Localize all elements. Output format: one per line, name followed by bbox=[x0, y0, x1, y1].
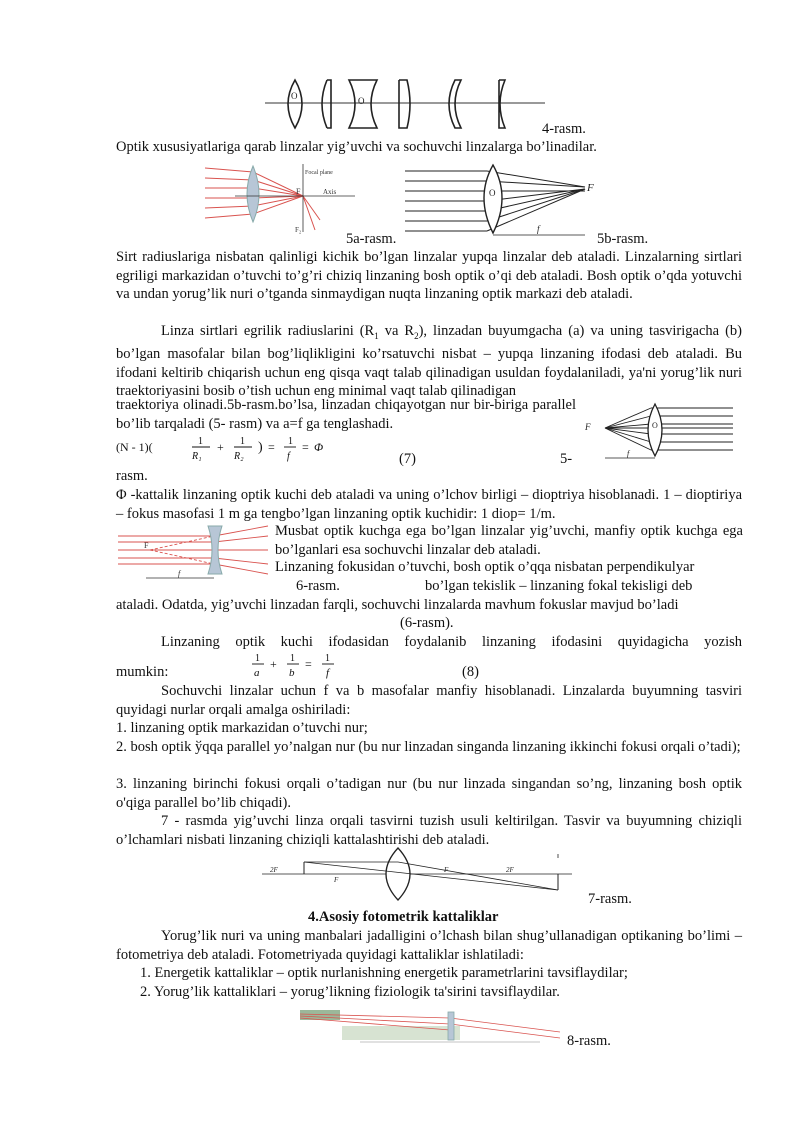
figure-4-lens-shapes bbox=[265, 76, 545, 132]
figure-5a-diagram bbox=[205, 160, 355, 236]
linza-text-c: ), linzadan buyumgacha (a) va uning tasvirigacha (b) bo’lgan masofalar bilan bog’liqlikligini ko’rsatuvchi nisbat – yupqa linzaning ifodasi deb ataladi. Bu ifodani keltirib chiqarish uchun eng qisqa vaqt talab qilinadigan usuldan foydalaniladi, ya'ni yorug’lik nuri traektoriyasini bosib o’tish uchun eng minimal vaqt talab qilinadigan bbox=[116, 323, 742, 400]
eq7-f-den: f bbox=[287, 451, 290, 462]
fig5a-axis: Axis bbox=[323, 188, 337, 196]
equation-7 bbox=[116, 432, 356, 462]
eq8-plus: + bbox=[270, 657, 277, 671]
paragraph-tekislik: bo’lgan tekislik – linzaning fokal tekisligi deb bbox=[425, 578, 693, 594]
fig7-f-left: F bbox=[334, 876, 339, 884]
paragraph-fokus: Linzaning fokusidan o’tuvchi, bosh optik o’qqa nisbatan perpendikulyar bbox=[275, 559, 695, 575]
eq7-number: (7) bbox=[399, 451, 416, 467]
eq7-eq: = bbox=[268, 440, 275, 454]
eq7-r2-den: R₂ bbox=[234, 451, 244, 462]
figure-7-caption: 7-rasm. bbox=[588, 891, 632, 907]
paragraph-kuchi: Linzaning optik kuchi ifodasidan foydalanib linzaning ifodasini quyidagicha yozish bbox=[161, 634, 742, 650]
list-item-2: 2. bosh optik ўqqa parallel yo’nalgan nur (bu nur linzadan singanda linzaning ikkinchi fokusi orqali o’tadi); bbox=[116, 739, 741, 755]
fig5c-o: O bbox=[652, 421, 658, 430]
figure-6-caption: 6-rasm. bbox=[296, 578, 340, 594]
eq7-r1-den: R₁ bbox=[192, 451, 202, 462]
figure-4-caption: 4-rasm. bbox=[542, 121, 586, 137]
paragraph-7rasm: 7 - rasmda yig’uvchi linza orqali tasvirni tuzish usuli keltirilgan. Tasvir va buyumning chiziqli o’lchamlari nisbati linzaning chiziqli kattalashtirishi deb ataladi. bbox=[116, 813, 742, 848]
eq8-b-num: 1 bbox=[290, 653, 295, 664]
figure-8-diagram bbox=[300, 1004, 562, 1044]
figure-5-small-diagram bbox=[583, 402, 743, 464]
eq7-f-num: 1 bbox=[288, 436, 293, 447]
figure-5a-caption: 5a-rasm. bbox=[346, 231, 397, 247]
paragraph-yoruglik: Yorug’lik nuri va uning manbalari jadalligini o’lchash bilan shug’ullanadigan optikaning bo’limi – fotometriya deb ataladi. Fotometriyada quyidagi kattaliklar ishlatiladi: bbox=[116, 928, 742, 963]
eq7-r2-num: 1 bbox=[240, 436, 245, 447]
eq7-close: ) bbox=[258, 440, 263, 455]
eq7-plus: + bbox=[217, 440, 224, 454]
fig4-o-label: O bbox=[291, 91, 298, 101]
paragraph-sirt: Sirt radiuslariga nisbatan qalinligi kichik bo’lgan linzalar yupqa linzalar deb ataladi. Linzalarning sirtlari egriligi markazidan o’tuvchi to’g’ri chiziq linzaning bosh optik o’qi deb ataladi. Bosh optik o’qda yotuvchi va undan yorug’lik nuri o’tganda sinmaydigan nuqta linzaning optik markazi deb ataladi. bbox=[116, 249, 742, 302]
linza-sub-2: 2 bbox=[414, 330, 419, 341]
paragraph-6rasm: (6-rasm). bbox=[400, 615, 454, 631]
fig5a-f: F bbox=[296, 187, 301, 196]
eq8-number: (8) bbox=[462, 664, 479, 680]
linza-text-a: Linza sirtlari egrilik radiuslarini (R bbox=[161, 323, 375, 339]
list-item-3: 3. linzaning birinchi fokusi orqali o’tadigan nur (bu nur linzada singandan so’ng, linzaning bosh optik o'qiga parallel bo’lib chiqadi). bbox=[116, 776, 742, 811]
fig5a-focal-plane: Focal plane bbox=[305, 170, 333, 176]
eq7-lhs: (N - 1)( bbox=[116, 440, 153, 454]
eq8-b-den: b bbox=[289, 667, 295, 679]
fig5b-f: F bbox=[587, 182, 594, 194]
ordered-item-1: 1. Energetik kattaliklar – optik nurlanishning energetik parametrlarini tavsiflaydilar; bbox=[140, 965, 628, 981]
fig6-f: F bbox=[144, 541, 149, 550]
paragraph-sochuvchi: Sochuvchi linzalar uchun f va b masofalar manfiy hisoblanadi. Linzalarda buyumning tasviri quyidagi nurlar orqali amalga oshiriladi: bbox=[116, 683, 742, 718]
fig5c-focal: f bbox=[627, 449, 630, 458]
eq8-eq: = bbox=[305, 657, 312, 671]
fig4-o-label-2: O bbox=[358, 96, 365, 106]
fig5a-f2: F₂ bbox=[295, 226, 302, 234]
fig7-2f-left: 2F bbox=[270, 866, 278, 874]
linza-text-b: va R bbox=[378, 323, 415, 339]
fig7-2f-right: 2F bbox=[506, 866, 514, 874]
eq8-f-den: f bbox=[326, 667, 330, 679]
figure-5b-caption: 5b-rasm. bbox=[597, 231, 649, 247]
eq8-f-num: 1 bbox=[325, 653, 330, 664]
fig5b-o: O bbox=[489, 188, 496, 198]
eq7-eq2: = bbox=[302, 440, 309, 454]
section-heading: 4.Asosiy fotometrik kattaliklar bbox=[308, 909, 499, 925]
paragraph-linza bbox=[116, 322, 742, 401]
rasm-word: rasm. bbox=[116, 468, 148, 484]
paragraph-phi: Φ -kattalik linzaning optik kuchi deb ataladi va uning o’lchov birligi – dioptriya hisoblanadi. 1 – dioptiriya – fokus masofasi 1 m ga tengbo’lgan linzaning optik kuchidir: 1 diop= 1/m. bbox=[116, 487, 742, 522]
figure-5b-diagram bbox=[405, 163, 605, 239]
eq7-fig-ref: 5- bbox=[560, 451, 573, 467]
fig5b-focal: f bbox=[537, 224, 540, 234]
paragraph-odatda: ataladi. Odatda, yig’uvchi linzadan farqli, sochuvchi linzalarda mavhum fokuslar mavjud bo’ladi bbox=[116, 597, 679, 613]
ordered-item-2: 2. Yorug’lik kattaliklari – yorug’likning fiziologik ta'sirini tavsiflaydilar. bbox=[140, 984, 560, 1000]
eq8-a-den: a bbox=[254, 667, 260, 679]
eq7-phi: Φ bbox=[314, 440, 324, 454]
eq7-r1-num: 1 bbox=[198, 436, 203, 447]
fig6-focal: f bbox=[178, 569, 181, 578]
fig7-f-right: F bbox=[444, 866, 449, 874]
optik-line: Optik xususiyatlariga qarab linzalar yig’uvchi va sochuvchi linzalarga bo’linadilar. bbox=[116, 139, 597, 155]
equation-8 bbox=[250, 650, 350, 680]
fig5c-f: F bbox=[585, 422, 591, 432]
figure-8-caption: 8-rasm. bbox=[567, 1033, 611, 1049]
list-item-1: 1. linzaning optik markazidan o’tuvchi nur; bbox=[116, 720, 368, 736]
figure-7-diagram bbox=[262, 846, 572, 902]
mumkin-word: mumkin: bbox=[116, 664, 169, 680]
eq8-a-num: 1 bbox=[255, 653, 260, 664]
linza-sub-1: 1 bbox=[374, 330, 379, 341]
paragraph-musbat: Musbat optik kuchga ega bo’lgan linzalar yig’uvchi, manfiy optik kuchga ega bo’lganlari esa sochuvchi linzalar deb ataladi. bbox=[275, 523, 743, 558]
paragraph-traektoriya: traektoriya olinadi.5b-rasm.bo’lsa, linzadan chiqayotgan nur bir-biriga parallel bo’lib tarqaladi (5- rasm) va a=f ga tenglashadi. bbox=[116, 397, 576, 432]
figure-6-diagram bbox=[118, 522, 268, 584]
